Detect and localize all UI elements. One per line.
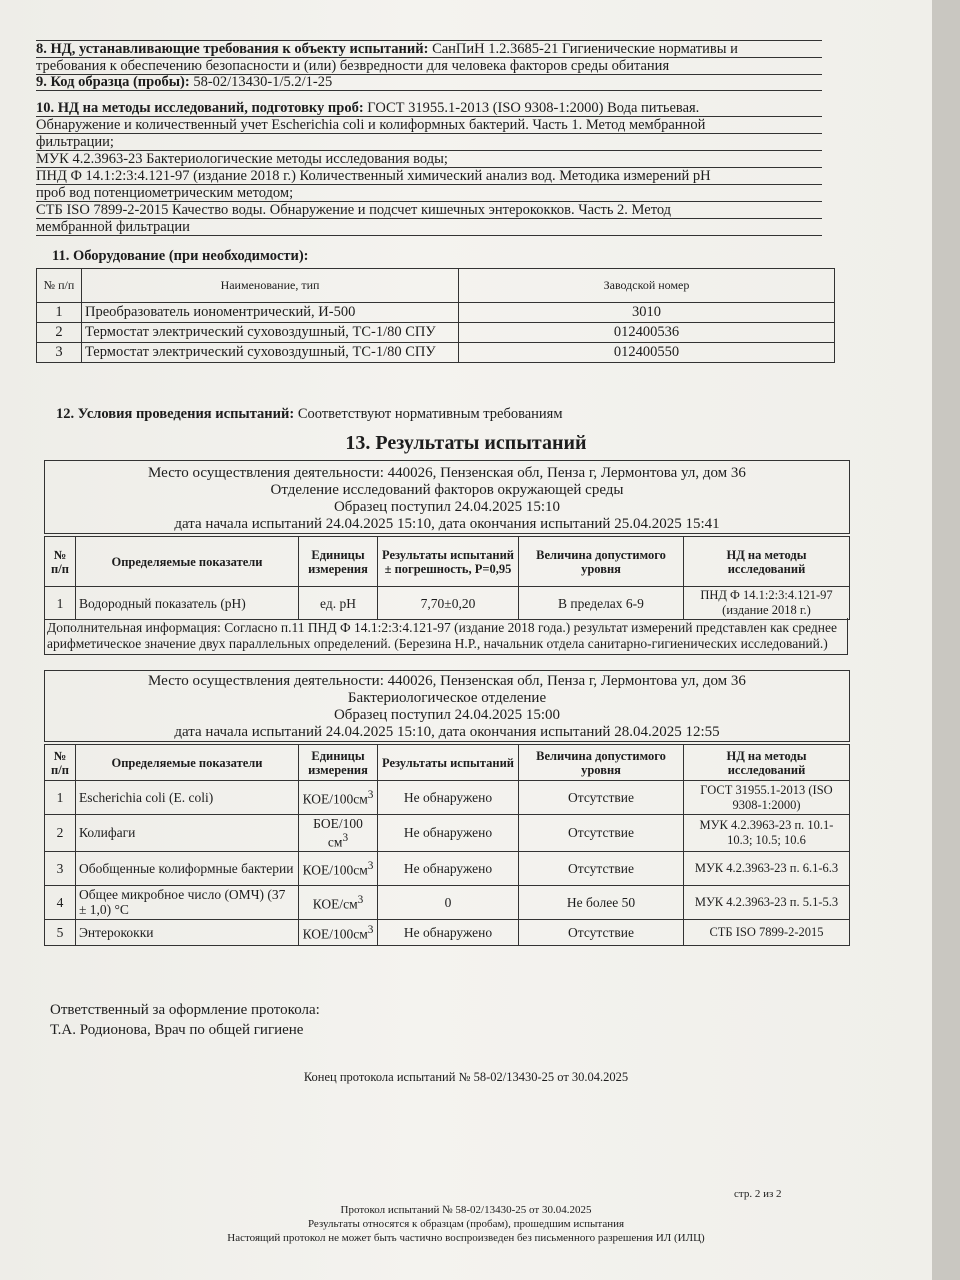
table-row [37, 343, 835, 363]
activity-place: Место осуществления деятельности: 440026, Пензенская обл, Пенза г, Лермонтова ул, дом 36 [148, 673, 746, 689]
indicator-unit [299, 885, 378, 919]
indicator-unit: ед. pH [299, 587, 378, 620]
row-number: 4 [45, 885, 76, 919]
section-10-label: 10. НД на методы исследований, подготовку проб: [36, 100, 364, 116]
row-number: 2 [45, 815, 76, 852]
indicator-name: Водородный показатель (pH) [76, 587, 299, 620]
indicator-result: Не обнаружено [378, 851, 519, 885]
indicator-result: Не обнаружено [378, 919, 519, 945]
section-8 [36, 40, 822, 75]
unit-text: КОЕ/100см [302, 862, 368, 878]
method-line: фильтрации; [36, 134, 822, 151]
results-table-1 [44, 536, 850, 620]
block2-info [44, 670, 850, 742]
unit-exponent: 3 [367, 923, 374, 936]
table-row [45, 815, 850, 852]
unit-exponent: 3 [357, 893, 364, 906]
row-number: 1 [37, 303, 82, 323]
section-12 [56, 406, 842, 422]
indicator-method: СТБ ISO 7899-2-2015 [684, 919, 850, 945]
table-row [45, 587, 850, 620]
section-11-title: 11. Оборудование (при необходимости): [52, 248, 309, 264]
indicator-result: Не обнаружено [378, 781, 519, 815]
test-dates: дата начала испытаний 24.04.2025 15:10, дата окончания испытаний 25.04.2025 15:41 [174, 516, 720, 532]
row-number: 3 [45, 851, 76, 885]
section-9-label: 9. Код образца (пробы): [36, 74, 190, 90]
row-number: 2 [37, 323, 82, 343]
table-row [45, 851, 850, 885]
page-edge [932, 0, 960, 1280]
indicator-result: Не обнаружено [378, 815, 519, 852]
department: Бактериологическое отделение [347, 690, 547, 706]
section-8-text2: требования к обеспечению безопасности и (или) безвредности для человека факторов среды обитания [36, 58, 822, 75]
equipment-name: Термостат электрический суховоздушный, ТС-1/80 СПУ [82, 343, 459, 363]
department: Отделение исследований факторов окружающей среды [270, 482, 624, 498]
additional-info: Дополнительная информация: Согласно п.11 ПНД Ф 14.1:2:3:4.121-97 (издание 2018 года.) результат измерений представлен как среднее арифметическое значение двух параллельных определений. (Березина Н.Р., начальник отдела санитарно-гигиенических исследований.) [44, 618, 848, 655]
equipment-name: Преобразователь иономентрический, И-500 [82, 303, 459, 323]
header-n: № п/п [45, 745, 76, 781]
section-9 [36, 74, 822, 91]
indicator-method: МУК 4.2.3963-23 п. 6.1-6.3 [684, 851, 850, 885]
section-10 [36, 100, 822, 236]
indicator-name: Escherichia coli (E. coli) [76, 781, 299, 815]
indicator-unit [299, 815, 378, 852]
signature-title: Ответственный за оформление протокола: [50, 1002, 320, 1018]
indicator-unit [299, 781, 378, 815]
equipment-header-serial: Заводской номер [459, 269, 835, 303]
section-12-text: Соответствуют нормативным требованиям [297, 406, 563, 422]
header-indicator: Определяемые показатели [76, 745, 299, 781]
indicator-name: Обобщенные колиформные бактерии [76, 851, 299, 885]
sample-received: Образец поступил 24.04.2025 15:10 [333, 499, 561, 515]
indicator-unit [299, 851, 378, 885]
method-line: Обнаружение и количественный учет Escherichia coli и колиформных бактерий. Часть 1. Метод мембранной [36, 117, 822, 134]
indicator-limit: Отсутствие [519, 851, 684, 885]
header-unit: Единицы измерения [299, 537, 378, 587]
row-number: 1 [45, 587, 76, 620]
equipment-table [36, 268, 835, 363]
indicator-name: Энтерококки [76, 919, 299, 945]
section-8-text1: СанПиН 1.2.3685-21 Гигиенические нормативы и [432, 41, 738, 57]
indicator-limit: В пределах 6-9 [519, 587, 684, 620]
sample-code: 58-02/13430-1/5.2/1-25 [193, 74, 333, 90]
table-row [45, 885, 850, 919]
results-table-2 [44, 744, 850, 946]
header-method: НД на методы исследований [684, 745, 850, 781]
indicator-name: Общее микробное число (ОМЧ) (37 ± 1,0) °С [76, 885, 299, 919]
footer-line-2: Результаты относятся к образцам (пробам), прошедшим испытания [307, 1218, 625, 1230]
block1-info [44, 460, 850, 534]
results-title: 13. Результаты испытаний [345, 432, 587, 454]
indicator-unit [299, 919, 378, 945]
table-row [45, 781, 850, 815]
unit-text: КОЕ/см [312, 896, 358, 912]
equipment-serial: 3010 [459, 303, 835, 323]
equipment-header-n: № п/п [37, 269, 82, 303]
method-line: МУК 4.2.3963-23 Бактериологические методы исследования воды; [36, 151, 822, 168]
unit-exponent: 3 [367, 859, 374, 872]
method-line: проб вод потенциометрическим методом; [36, 185, 822, 202]
indicator-result: 7,70±0,20 [378, 587, 519, 620]
signature-block [50, 1000, 320, 1040]
header-result: Результаты испытаний [378, 745, 519, 781]
method-line: ГОСТ 31955.1-2013 (ISO 9308-1:2000) Вода питьевая. [367, 100, 700, 116]
header-limit: Величина допустимого уровня [519, 745, 684, 781]
unit-exponent: 3 [367, 789, 374, 802]
section-12-label: 12. Условия проведения испытаний: [56, 406, 295, 422]
footer-line-1: Протокол испытаний № 58-02/13430-25 от 30.04.2025 [340, 1204, 592, 1216]
section-8-label: 8. НД, устанавливающие требования к объекту испытаний: [36, 41, 429, 57]
unit-text: КОЕ/100см [302, 926, 368, 942]
page-number: стр. 2 из 2 [734, 1188, 782, 1200]
equipment-serial: 012400536 [459, 323, 835, 343]
header-result: Результаты испытаний ± погрешность, Р=0,95 [378, 537, 519, 587]
sample-received: Образец поступил 24.04.2025 15:00 [333, 707, 561, 723]
row-number: 1 [45, 781, 76, 815]
header-n: № п/п [45, 537, 76, 587]
section-11-label [52, 248, 838, 264]
method-line: ПНД Ф 14.1:2:3:4.121-97 (издание 2018 г.) Количественный химический анализ вод. Методика измерений pH [36, 168, 822, 185]
activity-place: Место осуществления деятельности: 440026, Пензенская обл, Пенза г, Лермонтова ул, дом 36 [148, 465, 746, 481]
method-line: СТБ ISO 7899-2-2015 Качество воды. Обнаружение и подсчет кишечных энтерококков. Часть 2. Метод [36, 202, 822, 219]
header-indicator: Определяемые показатели [76, 537, 299, 587]
unit-text: БОЕ/100 см [313, 816, 363, 850]
indicator-method: МУК 4.2.3963-23 п. 10.1-10.3; 10.5; 10.6 [684, 815, 850, 852]
row-number: 5 [45, 919, 76, 945]
footer-line-3: Настоящий протокол не может быть частично воспроизведен без письменного разрешения ИЛ (ИЛЦ) [227, 1232, 705, 1244]
method-line: мембранной фильтрации [36, 219, 822, 236]
equipment-serial: 012400550 [459, 343, 835, 363]
indicator-limit: Отсутствие [519, 781, 684, 815]
indicator-method: МУК 4.2.3963-23 п. 5.1-5.3 [684, 885, 850, 919]
equipment-name: Термостат электрический суховоздушный, ТС-1/80 СПУ [82, 323, 459, 343]
header-method: НД на методы исследований [684, 537, 850, 587]
indicator-limit: Отсутствие [519, 919, 684, 945]
protocol-end: Конец протокола испытаний № 58-02/13430-25 от 30.04.2025 [303, 1070, 629, 1084]
table-row [37, 323, 835, 343]
table-row [45, 919, 850, 945]
indicator-method: ГОСТ 31955.1-2013 (ISO 9308-1:2000) [684, 781, 850, 815]
header-limit: Величина допустимого уровня [519, 537, 684, 587]
unit-exponent: 3 [342, 832, 349, 844]
indicator-limit: Не более 50 [519, 885, 684, 919]
table-row [37, 303, 835, 323]
header-unit: Единицы измерения [299, 745, 378, 781]
row-number: 3 [37, 343, 82, 363]
signature-name: Т.А. Родионова, Врач по общей гигиене [50, 1022, 304, 1038]
indicator-method: ПНД Ф 14.1:2:3:4.121-97 (издание 2018 г.) [684, 587, 850, 620]
test-dates: дата начала испытаний 24.04.2025 15:10, дата окончания испытаний 28.04.2025 12:55 [174, 724, 720, 740]
unit-text: КОЕ/100см [302, 791, 368, 807]
indicator-name: Колифаги [76, 815, 299, 852]
indicator-limit: Отсутствие [519, 815, 684, 852]
equipment-header-name: Наименование, тип [82, 269, 459, 303]
indicator-result: 0 [378, 885, 519, 919]
